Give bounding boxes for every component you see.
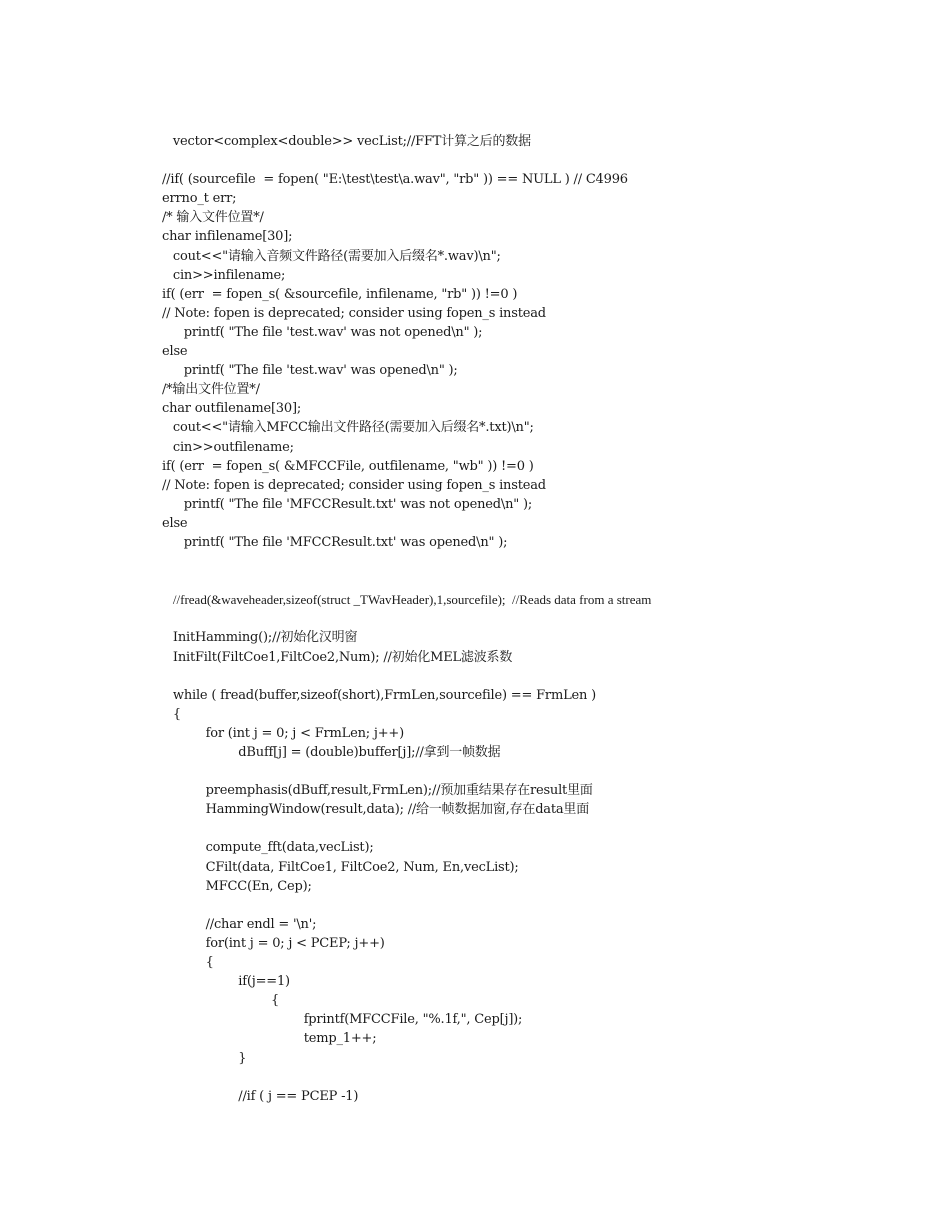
code-line: /* 输入文件位置*/ (162, 210, 264, 226)
code-line: { (172, 706, 181, 722)
code-line: { (205, 955, 214, 971)
code-line: // Note: fopen is deprecated; consider using fopen_s instead (162, 305, 546, 321)
code-line: else (162, 344, 188, 360)
code-line (162, 151, 932, 170)
code-line (162, 819, 932, 838)
code-line: preemphasis(dBuff,result,FrmLen);//预加重结果存在result里面 (205, 783, 593, 799)
code-line: //if ( j == PCEP -1) (238, 1088, 359, 1104)
code-line: } (238, 1050, 247, 1066)
code-line: else (162, 515, 188, 531)
code-line: vector<complex<double>> vecList;//FFT计算之后的数据 (172, 134, 531, 149)
code-line (162, 667, 932, 686)
code-line: if( (err = fopen_s( &MFCCFile, outfilename, "wb" )) !=0 ) (162, 458, 534, 474)
code-line (162, 609, 932, 628)
code-line: errno_t err; (162, 191, 237, 207)
code-line (162, 896, 932, 915)
code-line: printf( "The file 'MFCCResult.txt' was opened\n" ); (183, 534, 508, 550)
code-line (162, 1068, 932, 1087)
code-line: printf( "The file 'MFCCResult.txt' was not opened\n" ); (183, 496, 533, 512)
code-document-page (162, 132, 932, 1106)
code-line: cout<<"请输入MFCC输出文件路径(需要加入后缀名*.txt)\n"; (172, 420, 534, 436)
code-line: CFilt(data, FiltCoe1, FiltCoe2, Num, En,vecList); (205, 859, 519, 875)
code-line: printf( "The file 'test.wav' was not opened\n" ); (183, 324, 483, 340)
code-line: if( (err = fopen_s( &sourcefile, infilename, "rb" )) !=0 ) (162, 286, 518, 302)
code-line: char outfilename[30]; (162, 401, 302, 417)
code-line: if(j==1) (238, 974, 290, 990)
code-line: HammingWindow(result,data); //给一帧数据加窗,存在data里面 (205, 802, 590, 818)
code-line: MFCC(En, Cep); (205, 878, 312, 894)
code-line: printf( "The file 'test.wav' was opened\n" ); (183, 363, 458, 379)
code-line: //fread(&waveheader,sizeof(struct _TWavHeader),1,sourcefile); //Reads data from a stream (172, 592, 652, 608)
code-line: dBuff[j] = (double)buffer[j];//拿到一帧数据 (238, 745, 501, 760)
code-line: cout<<"请输入音频文件路径(需要加入后缀名*.wav)\n"; (172, 248, 501, 264)
code-line: for(int j = 0; j < PCEP; j++) (205, 935, 385, 951)
code-line: char infilename[30]; (162, 229, 293, 245)
code-line: while ( fread(buffer,sizeof(short),FrmLen,sourcefile) == FrmLen ) (172, 687, 596, 703)
code-line: fprintf(MFCCFile, "%.1f,", Cep[j]); (303, 1012, 523, 1028)
code-line: InitFilt(FiltCoe1,FiltCoe2,Num); //初始化MEL滤波系数 (172, 649, 513, 665)
code-line: //if( (sourcefile = fopen( "E:\test\test\a.wav", "rb" )) == NULL ) // C4996 (162, 172, 628, 188)
code-line: temp_1++; (303, 1031, 377, 1047)
code-line: //char endl = '\n'; (205, 916, 317, 932)
code-line: for (int j = 0; j < FrmLen; j++) (205, 725, 404, 741)
code-line (162, 552, 932, 571)
code-line: // Note: fopen is deprecated; consider using fopen_s instead (162, 477, 546, 493)
code-line: compute_fft(data,vecList); (205, 840, 374, 856)
code-line: cin>>outfilename; (172, 439, 294, 455)
code-line: cin>>infilename; (172, 267, 286, 283)
code-line: /*输出文件位置*/ (162, 382, 260, 398)
code-line (162, 571, 932, 590)
code-line: { (271, 993, 280, 1009)
code-line: InitHamming();//初始化汉明窗 (172, 630, 358, 646)
code-line (162, 762, 932, 781)
